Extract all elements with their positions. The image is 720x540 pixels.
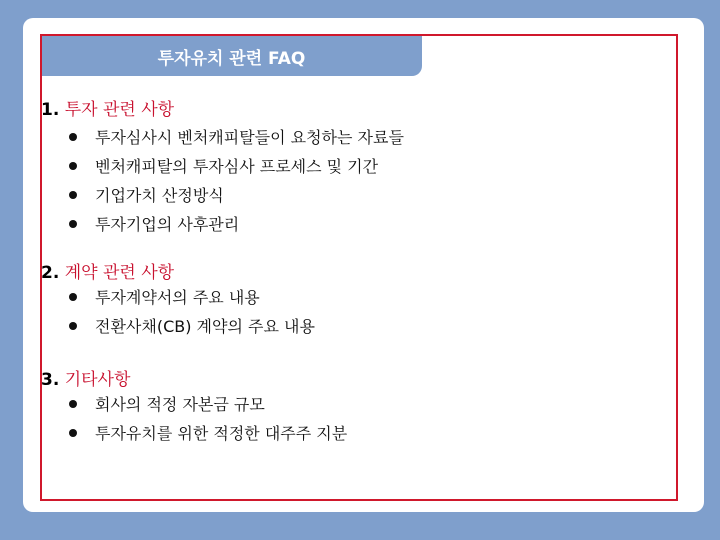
section-list-1 [69,122,404,238]
section-title: 투자 관련 사항 [64,100,175,120]
list-item [69,418,347,447]
bullet-icon [69,429,77,437]
list-item-text: 벤처캐피탈의 투자심사 프로세스 및 기간 [95,157,379,176]
section-title: 기타사항 [64,370,131,390]
list-item-text: 기업가치 산정방식 [95,186,224,205]
bullet-icon [69,220,77,228]
section-number: 3. [41,370,60,390]
list-item-text: 전환사채(CB) 계약의 주요 내용 [95,317,315,336]
section-heading-1 [41,95,174,120]
section-list-2 [69,282,315,340]
bullet-icon [69,191,77,199]
bullet-icon [69,133,77,141]
bullet-icon [69,322,77,330]
list-item-text: 투자심사시 벤처캐피탈들이 요청하는 자료들 [95,128,404,147]
list-item [69,151,404,180]
list-item [69,282,315,311]
section-heading-2 [41,258,174,283]
list-item [69,122,404,151]
list-item [69,311,315,340]
section-number: 2. [41,263,60,283]
section-number: 1. [41,100,60,120]
list-item-text: 투자계약서의 주요 내용 [95,288,260,307]
section-list-3 [69,389,347,447]
section-heading-3 [41,365,130,390]
list-item-text: 회사의 적정 자본금 규모 [95,395,265,414]
list-item [69,180,404,209]
section-title: 계약 관련 사항 [64,263,175,283]
bullet-icon [69,400,77,408]
bullet-icon [69,293,77,301]
list-item-text: 투자기업의 사후관리 [95,215,240,234]
list-item [69,389,347,418]
list-item-text: 투자유치를 위한 적정한 대주주 지분 [95,424,348,443]
list-item [69,209,404,238]
page-title: 투자유치 관련 FAQ [157,48,306,69]
bullet-icon [69,162,77,170]
